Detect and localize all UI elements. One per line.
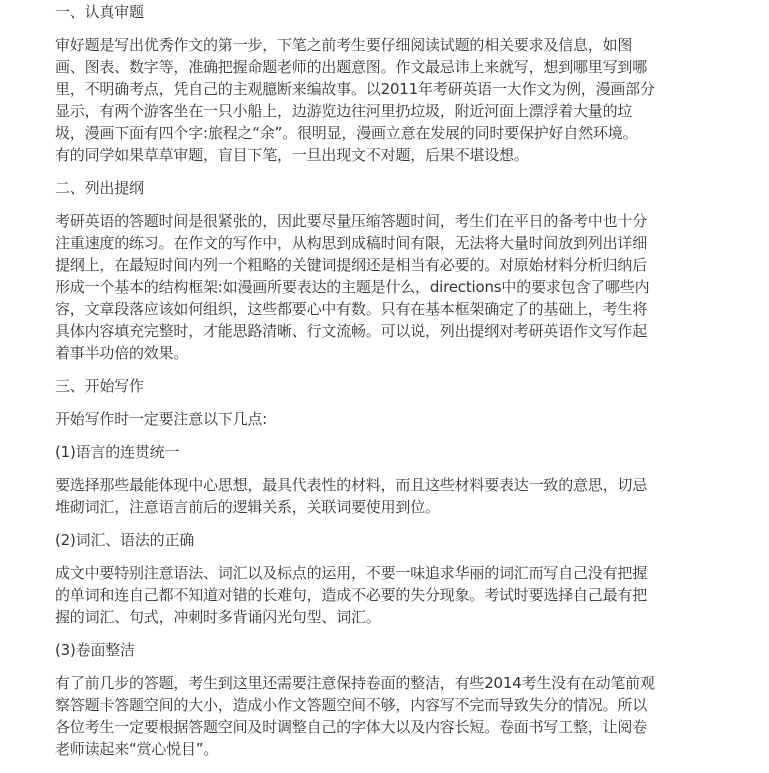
text-line: 各位考生一定要根据答题空间及时调整自己的字体大以及内容长短。卷面书写工整，让阅卷	[55, 718, 648, 736]
article-body	[55, 1, 755, 771]
text-line: (2)词汇、语法的正确	[55, 531, 195, 549]
text-line: 着事半功倍的效果。	[55, 344, 189, 362]
text-line: 注重速度的练习。在作文的写作中，从构思到成稿时间有限，无法将大量时间放到列出详细	[55, 234, 648, 252]
text-line: 里，不明确考点，凭自己的主观臆断来编故事。以2011年考研英语一大作文为例，漫画部分	[55, 80, 655, 98]
paragraph	[55, 474, 755, 518]
section-heading	[55, 441, 755, 463]
text-line: 圾，漫画下面有四个字:旅程之“余”。很明显，漫画立意在发展的同时要保护好自然环境。	[55, 124, 638, 142]
text-line: 开始写作时一定要注意以下几点:	[55, 410, 268, 428]
text-line: 老师读起来“赏心悦目”。	[55, 740, 219, 758]
text-line: 有了前几步的答题，考生到这里还需要注意保持卷面的整洁，有些2014考生没有在动笔前观	[55, 674, 655, 692]
text-line: 具体内容填充完整时，才能思路清晰、行文流畅。可以说，列出提纲对考研英语作文写作起	[55, 322, 648, 340]
text-line: 画、图表、数字等，准确把握命题老师的出题意图。作文最忌讳上来就写，想到哪里写到哪	[55, 58, 648, 76]
paragraph	[55, 562, 755, 628]
section-heading	[55, 1, 755, 23]
text-line: 审好题是写出优秀作文的第一步，下笔之前考生要仔细阅读试题的相关要求及信息，如图	[55, 36, 633, 54]
text-line: 一、认真审题	[55, 3, 144, 21]
section-heading	[55, 639, 755, 661]
text-line: 要选择那些最能体现中心思想，最具代表性的材料，而且这些材料要表达一致的意思，切忌	[55, 476, 648, 494]
section-heading	[55, 529, 755, 551]
paragraph	[55, 672, 755, 760]
text-line: (3)卷面整洁	[55, 641, 135, 659]
text-line: 提纲上，在最短时间内列一个粗略的关键词提纲还是相当有必要的。对原始材料分析归纳后	[55, 256, 648, 274]
text-line: 三、开始写作	[55, 377, 144, 395]
section-heading	[55, 177, 755, 199]
section-heading	[55, 375, 755, 397]
text-line: 有的同学如果草草审题，盲目下笔，一旦出现文不对题，后果不堪设想。	[55, 146, 529, 164]
text-line: 察答题卡答题空间的大小，造成小作文答题空间不够，内容写不完而导致失分的情况。所以	[55, 696, 648, 714]
paragraph	[55, 34, 755, 166]
paragraph	[55, 210, 755, 364]
text-line: 二、列出提纲	[55, 179, 144, 197]
text-line: 堆砌词汇，注意语言前后的逻辑关系，关联词要使用到位。	[55, 498, 440, 516]
text-line: 形成一个基本的结构框架:如漫画所要表达的主题是什么，directions中的要求包含了哪些内	[55, 278, 650, 296]
text-line: 显示，有两个游客坐在一只小船上，边游览边往河里扔垃圾，附近河面上漂浮着大量的垃	[55, 102, 633, 120]
paragraph	[55, 408, 755, 430]
text-line: 的单词和连自己都不知道对错的长难句，造成不必要的失分现象。考试时要选择自己最有把	[55, 586, 648, 604]
text-line: (1)语言的连贯统一	[55, 443, 180, 461]
text-line: 考研英语的答题时间是很紧张的，因此要尽量压缩答题时间，考生们在平日的备考中也十分	[55, 212, 648, 230]
text-line: 成文中要特别注意语法、词汇以及标点的运用，不要一味追求华丽的词汇而写自己没有把握	[55, 564, 648, 582]
text-line: 容，文章段落应该如何组织，这些都要心中有数。只有在基本框架确定了的基础上，考生将	[55, 300, 648, 318]
text-line: 握的词汇、句式，冲刺时多背诵闪光句型、词汇。	[55, 608, 381, 626]
